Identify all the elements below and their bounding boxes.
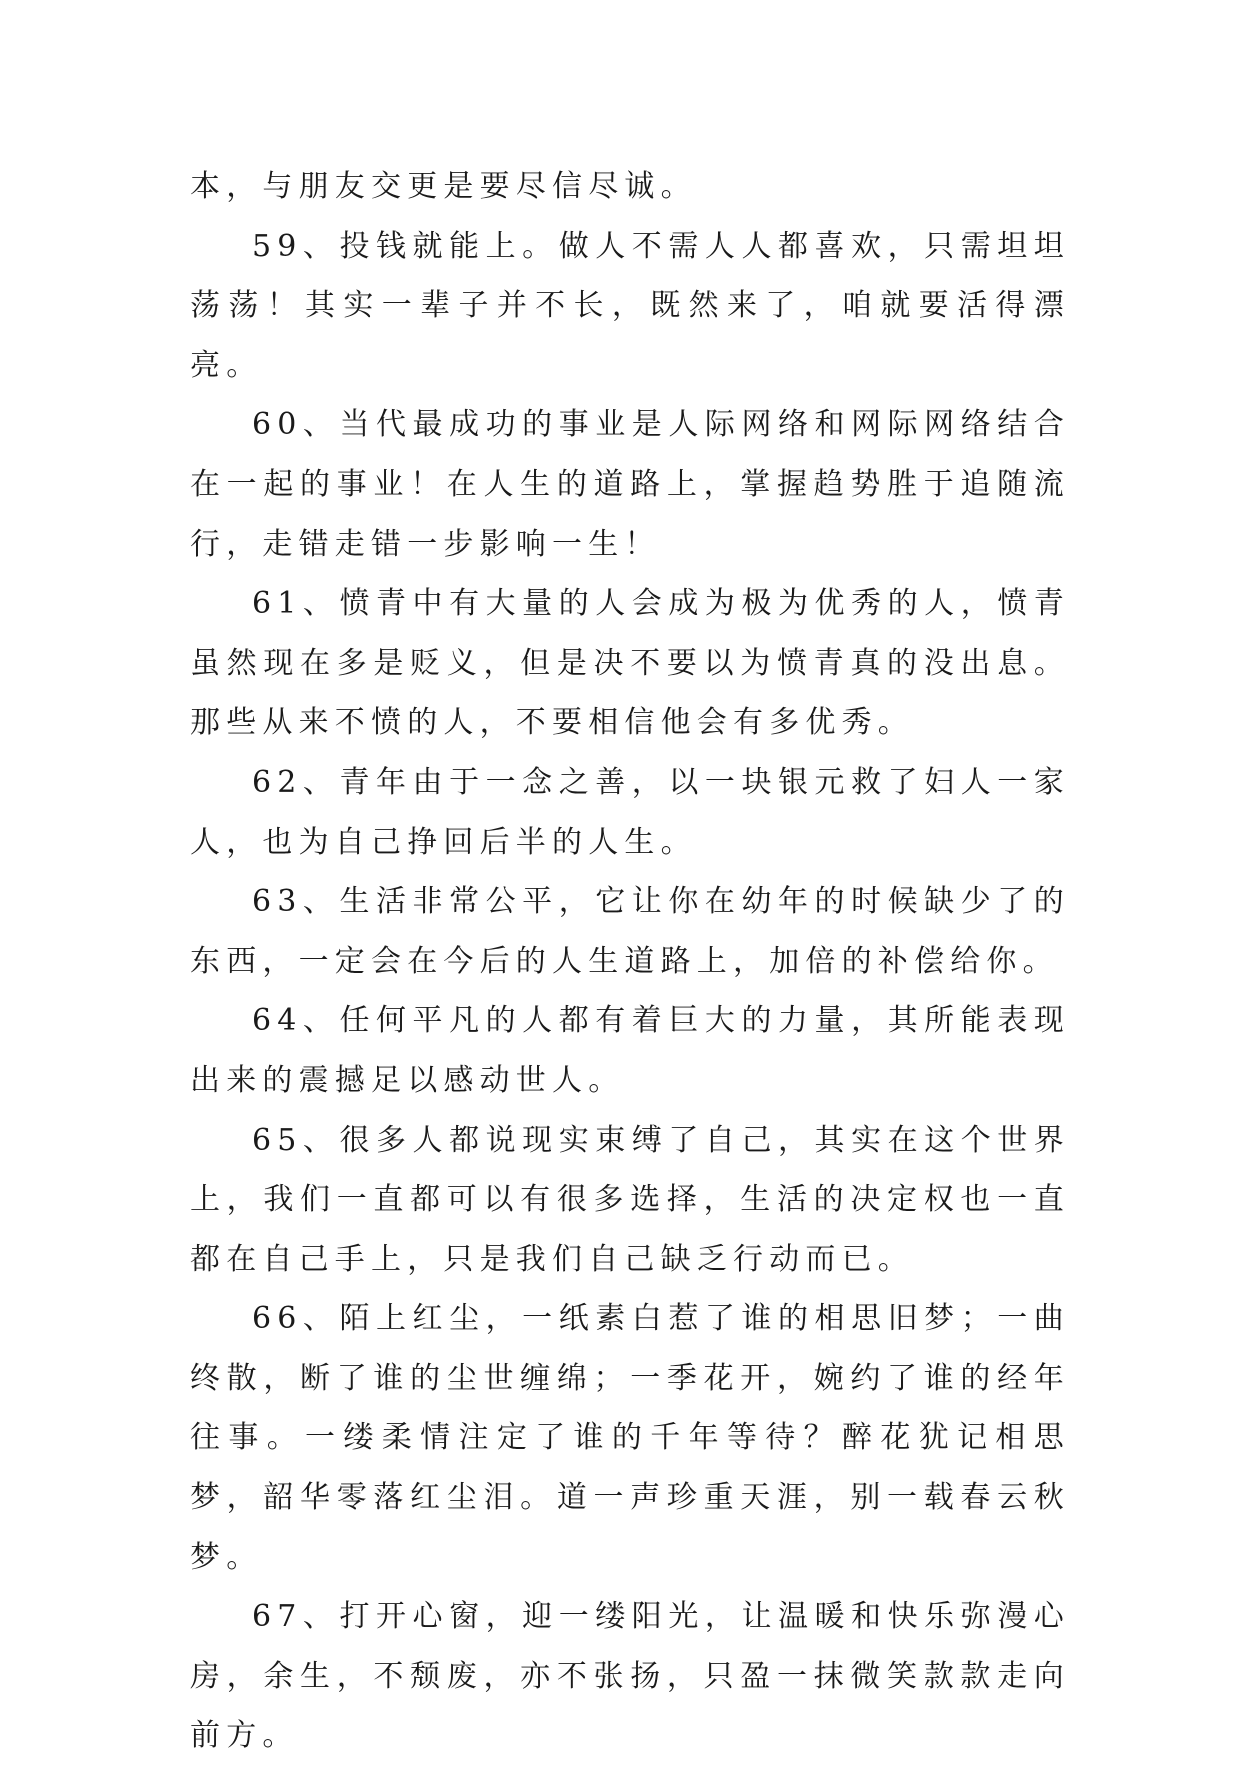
paragraph-66: 66、陌上红尘，一纸素白惹了谁的相思旧梦；一曲终散，断了谁的尘世缠绵；一季花开，婉约了谁的经年往事。一缕柔情注定了谁的千年等待？醉花犹记相思梦，韶华零落红尘泪。道一声珍重天涯，别一载春云秋梦。 bbox=[190, 1301, 1070, 1575]
paragraph-63: 63、生活非常公平，它让你在幼年的时候缺少了的东西，一定会在今后的人生道路上，加倍的补偿给你。 bbox=[190, 884, 1070, 979]
paragraph-61: 61、愤青中有大量的人会成为极为优秀的人，愤青虽然现在多是贬义，但是决不要以为愤青真的没出息。那些从来不愤的人，不要相信他会有多优秀。 bbox=[190, 586, 1070, 741]
paragraph-62: 62、青年由于一念之善，以一块银元救了妇人一家人，也为自己挣回后半的人生。 bbox=[190, 764, 1070, 860]
paragraph-64: 64、任何平凡的人都有着巨大的力量，其所能表现出来的震撼足以感动世人。 bbox=[190, 1003, 1070, 1098]
paragraph-60: 60、当代最成功的事业是人际网络和网际网络结合在一起的事业！在人生的道路上，掌握趋势胜于追随流行，走错走错一步影响一生！ bbox=[190, 407, 1070, 562]
paragraph-67: 67、打开心窗，迎一缕阳光，让温暖和快乐弥漫心房，余生，不颓废，亦不张扬，只盈一抹微笑款款走向前方。 bbox=[190, 1599, 1070, 1754]
paragraph-59: 59、投钱就能上。做人不需人人都喜欢，只需坦坦荡荡！其实一辈子并不长，既然来了，咱就要活得漂亮。 bbox=[190, 228, 1070, 383]
document-body bbox=[190, 157, 1070, 1766]
paragraph-65: 65、很多人都说现实束缚了自己，其实在这个世界上，我们一直都可以有很多选择，生活的决定权也一直都在自己手上，只是我们自己缺乏行动而已。 bbox=[190, 1122, 1070, 1277]
paragraph-continuation: 本，与朋友交更是要尽信尽诚。 bbox=[190, 169, 697, 204]
